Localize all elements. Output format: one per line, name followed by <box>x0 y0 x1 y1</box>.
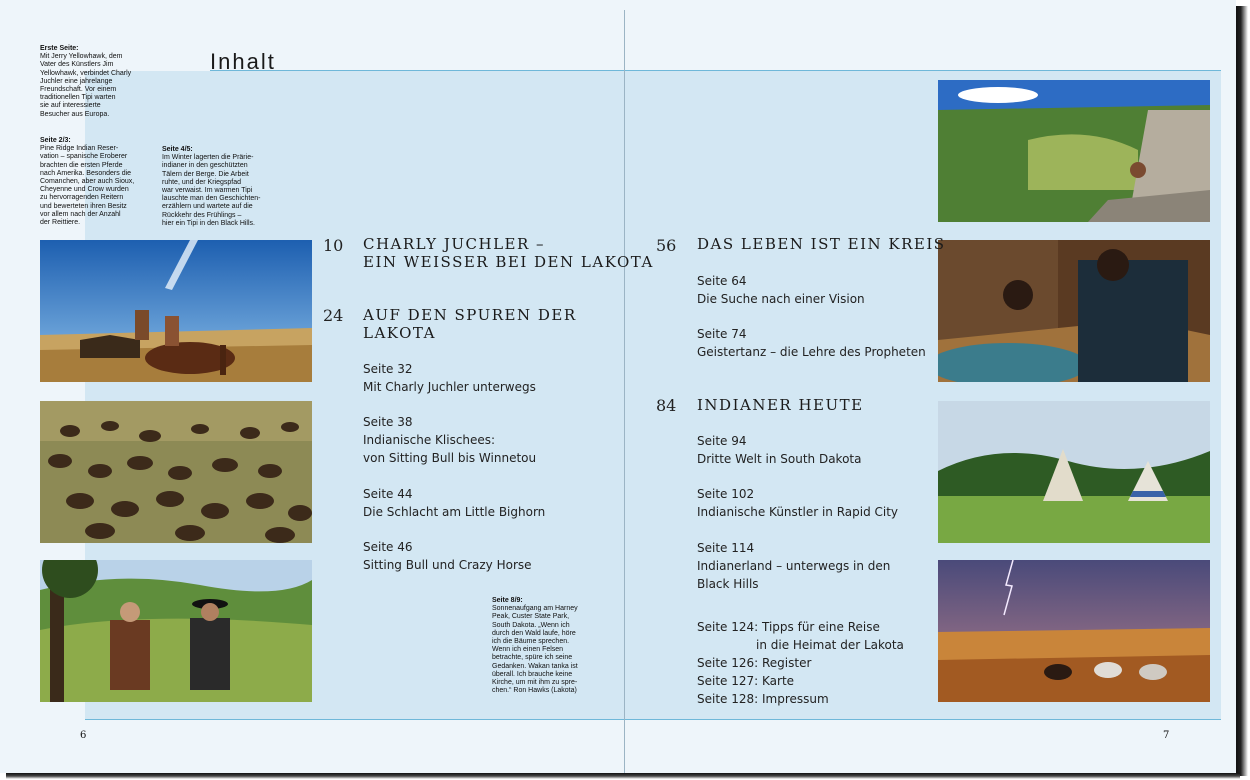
page-number-left: 6 <box>80 730 87 741</box>
toc-entry-page: Seite 114 <box>697 541 755 555</box>
toc-entry[interactable] <box>363 485 545 521</box>
toc-entry[interactable] <box>697 432 861 468</box>
toc-appendix-line[interactable]: Seite 128: Impressum <box>697 692 829 706</box>
toc-chapter-number: 24 <box>323 306 344 325</box>
toc-chapter-number: 10 <box>323 236 344 255</box>
caption-seite-8-9 <box>492 597 602 695</box>
toc-entry[interactable] <box>363 538 532 574</box>
toc-entry-text: Indianische Künstler in Rapid City <box>697 505 899 519</box>
toc-entry-text: Sitting Bull und Crazy Horse <box>363 558 532 572</box>
photo-buffalo-herd <box>40 401 312 543</box>
toc-entry-page: Seite 32 <box>363 362 413 376</box>
toc-appendix-line: in die Heimat der Lakota <box>756 638 904 652</box>
photo-two-men-hillside <box>40 560 312 702</box>
toc-entry-text: Dritte Welt in South Dakota <box>697 452 862 466</box>
toc-entry-page: Seite 46 <box>363 540 413 554</box>
toc-entry-page: Seite 94 <box>697 434 747 448</box>
book-gutter <box>624 10 625 773</box>
toc-chapter-number: 56 <box>656 236 677 255</box>
toc-entry-text: Indianerland – unterwegs in den Black Hills <box>697 559 891 591</box>
photo-riders-prairie <box>40 240 312 382</box>
toc-entry-text: Mit Charly Juchler unterwegs <box>363 380 536 394</box>
toc-chapter-title[interactable]: DAS LEBEN IST EIN KREIS <box>697 235 946 253</box>
photo-artists-working <box>938 240 1210 382</box>
toc-entry[interactable] <box>363 360 536 396</box>
page-number-right: 7 <box>1163 730 1170 741</box>
toc-entry[interactable] <box>697 485 898 521</box>
caption-label: Erste Seite: <box>40 45 79 52</box>
caption-text: Mit Jerry Yellowhawk, dem Vater des Künstlers Jim Yellowhawk, verbindet Charly Juchler eine jahrelange Freundschaft. Vor einem traditionellen Tipi warten sie auf interessierte Besucher aus Europa. <box>40 53 132 118</box>
toc-chapter-title[interactable]: INDIANER HEUTE <box>697 396 864 414</box>
caption-erste-seite <box>40 45 155 119</box>
toc-entry-text: Die Suche nach einer Vision <box>697 292 865 306</box>
bottom-rule <box>85 719 1221 720</box>
photo-canyon-view <box>938 80 1210 222</box>
toc-appendix-line[interactable]: Seite 127: Karte <box>697 674 795 688</box>
page-title: Inhalt <box>210 49 276 74</box>
toc-appendix-line[interactable]: Seite 124: Tipps für eine Reise <box>697 620 880 634</box>
toc-chapter-title[interactable]: AUF DEN SPUREN DER LAKOTA <box>363 306 577 342</box>
toc-entry-page: Seite 64 <box>697 274 747 288</box>
toc-appendix-line[interactable]: Seite 126: Register <box>697 656 812 670</box>
toc-entry[interactable] <box>697 325 926 361</box>
photo-lightning-riders <box>938 560 1210 702</box>
caption-label: Seite 2/3: <box>40 137 71 144</box>
toc-chapter-title[interactable]: CHARLY JUCHLER – EIN WEISSER BEI DEN LAKOTA <box>363 235 654 271</box>
toc-entry-page: Seite 74 <box>697 327 747 341</box>
toc-entry[interactable] <box>697 539 890 593</box>
top-rule <box>210 70 1221 71</box>
caption-label: Seite 4/5: <box>162 146 193 153</box>
caption-text: Im Winter lagerten die Prärie- indianer in den geschützten Tälern der Berge. Die Arbeit ruhte, und der Kriegspfad war verwaist. Im warmen Tipi lauschte man den Geschichten- erzählern und wartete auf die Rückkehr des Frühlings – hier ein Tipi in den Black Hills. <box>162 154 261 227</box>
caption-text: Pine Ridge Indian Reser- vation – spanische Eroberer brachten die ersten Pferde nach Amerika. Besonders die Comanchen, aber auch Sioux, Cheyenne und Crow wurden zu hervorragenden Reitern und bewerteten ihren Besitz vor allem nach der Anzahl der Reittiere. <box>40 145 135 227</box>
toc-entry-text: Geistertanz – die Lehre des Propheten <box>697 345 926 359</box>
caption-text: Sonnenaufgang am Harney Peak, Custer State Park, South Dakota. „Wenn ich durch den Wald laufe, höre ich die Bäume sprechen. Wenn ich einen Felsen betrachte, spüre ich seine Gedanken. Wakan tanka ist überall. Ich brauche keine Kirche, um mit ihm zu spre- chen.“ Ron Hawks (Lakota) <box>492 605 578 695</box>
toc-entry[interactable] <box>697 272 865 308</box>
toc-entry-text: Die Schlacht am Little Bighorn <box>363 505 546 519</box>
page-shadow-right <box>1236 6 1248 776</box>
toc-entry-page: Seite 102 <box>697 487 755 501</box>
toc-entry-text: Indianische Klischees: von Sitting Bull bis Winnetou <box>363 433 537 465</box>
toc-chapter-number: 84 <box>656 396 677 415</box>
photo-tipis-camp <box>938 401 1210 543</box>
caption-seite-4-5 <box>162 146 282 228</box>
toc-entry-page: Seite 44 <box>363 487 413 501</box>
toc-entry-page: Seite 38 <box>363 415 413 429</box>
caption-seite-2-3 <box>40 137 160 227</box>
toc-entry[interactable] <box>363 413 536 467</box>
caption-label: Seite 8/9: <box>492 597 523 604</box>
page-shadow-bottom <box>6 773 1240 779</box>
